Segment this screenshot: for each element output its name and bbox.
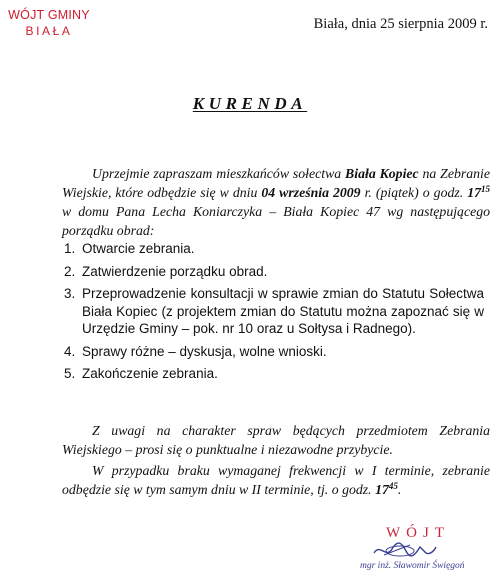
agenda-item: 2. Zatwierdzenie porządku obrad. (64, 263, 268, 279)
second-term-hour: 17 (375, 481, 389, 497)
meeting-date: 04 września 2009 (261, 184, 361, 200)
signatory-name: mgr inż. Sławomir Święgoń (360, 561, 465, 571)
document-date: Biała, dnia 25 sierpnia 2009 r. (313, 16, 488, 32)
second-term-minutes: 45 (388, 480, 398, 491)
document-title: KURENDA (192, 94, 308, 113)
signature-title: WÓJT (386, 525, 450, 541)
handwritten-signature-icon (370, 539, 440, 561)
office-stamp (6, 8, 92, 39)
stamp-line-1: WÓJT GMINY (8, 8, 90, 22)
agenda-list (64, 240, 484, 388)
agenda-item: 5. Zakończenie zebrania. (64, 366, 218, 381)
stamp-line-2: BIAŁA (25, 24, 73, 38)
meeting-minutes: 15 (480, 183, 490, 194)
intro-paragraph: Uprzejmie zapraszam mieszkańców sołectwa Biała Kopiec na Zebranie Wiejskie, które odbędzie się w dniu 04 września 2009 r. (piątek) o godz. $17^{15}$ w domu Pana Lecha Koniarczyka – Biała Kopiec 47 wg następującego porządku obrad: (62, 165, 490, 238)
agenda-item: 1. Otwarcie zebrania. (64, 241, 195, 256)
village-name: Biała Kopiec (345, 165, 419, 181)
agenda-item: 4. Sprawy różne – dyskusja, wolne wnioski. (64, 343, 327, 359)
agenda-item: 3. Przeprowadzenie konsultacji w sprawie zmian do Statutu Sołectwa Biała Kopiec (z projektem zmian do Statutu można zapoznać się w Urzędzie Gminy – pok. nr 10 oraz u Sołtysa i Radnego). (64, 286, 484, 336)
meeting-hour: 17 (467, 184, 481, 200)
second-term-note: W przypadku braku wymaganej frekwencji w I terminie, zebranie odbędzie się w tym samym dniu w II terminie, tj. o godz. $17^{45}$. (62, 462, 490, 497)
punctuality-note: Z uwagi na charakter spraw będących przedmiotem Zebrania Wiejskiego – prosi się o punktualne i niezawodne przybycie. (62, 422, 490, 457)
signature-block (360, 525, 488, 577)
